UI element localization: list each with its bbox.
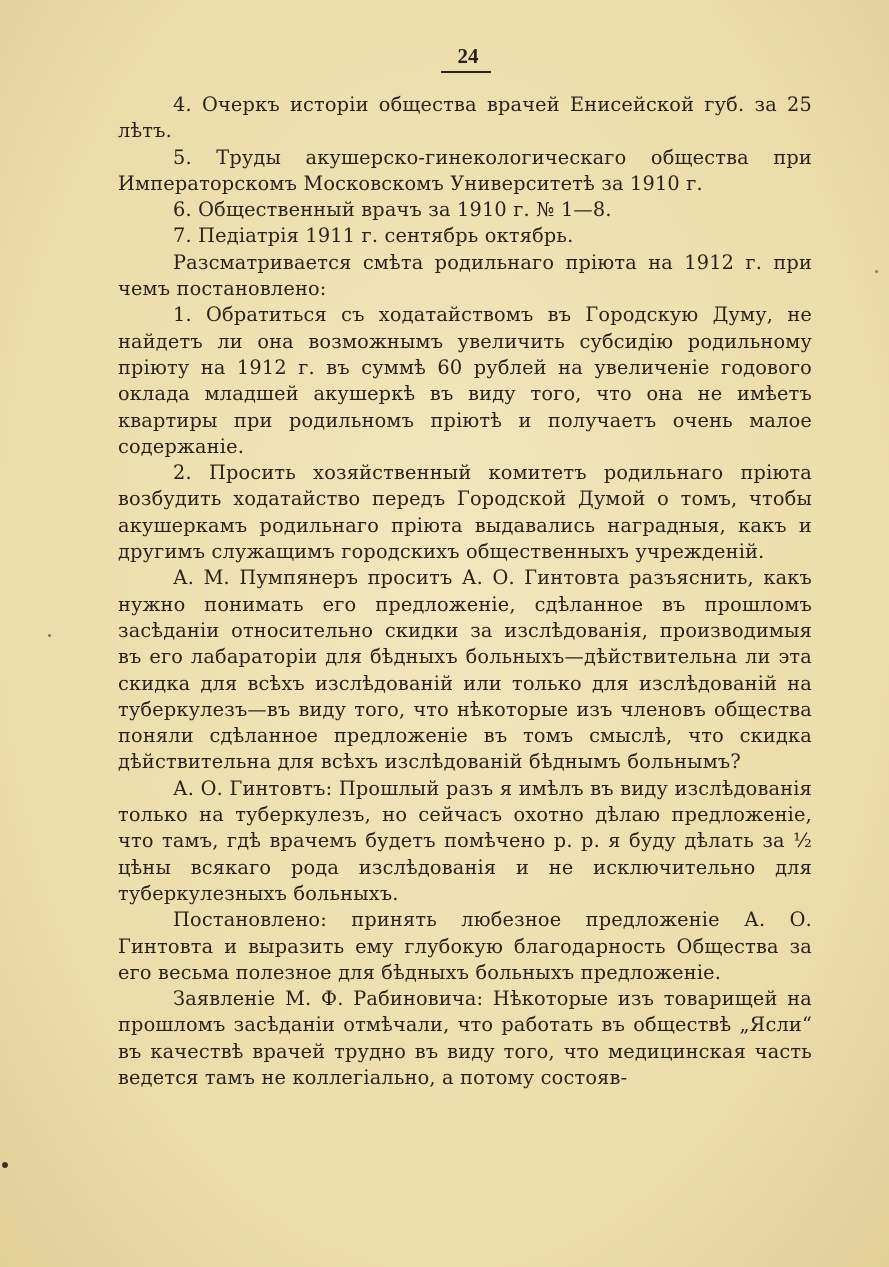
paragraph-item-7: 7. Педіатрія 1911 г. сентябрь октябрь.: [173, 224, 574, 248]
paragraph-pumpyaner: А. М. Пумпянеръ проситъ А. О. Гинтовта разъяснить, какъ нужно понимать его предложеніе, сдѣланное въ прошломъ засѣданіи относительно скидки за изслѣдованія, производимыя въ его лабараторіи для бѣдныхъ больныхъ—дѣйствительна ли эта скидка для всѣхъ изслѣдованій или только для изслѣдованій на туберкулезъ—въ виду того, что нѣкоторые изъ членовъ общества поняли сдѣланное предложеніе въ томъ смыслѣ, что скидка дѣйствительна для всѣхъ изслѣдованій бѣднымъ больнымъ?: [118, 566, 812, 774]
ink-spot: [2, 1162, 8, 1168]
paragraph-resolution-2: 2. Просить хозяйственный комитетъ родильнаго пріюта возбудить ходатайство передъ Городской Думой о томъ, чтобы акушеркамъ родильнаго пріюта выдавались наградныя, какъ и другимъ служащимъ городскихъ общественныхъ учрежденій.: [118, 461, 812, 564]
paragraph-estimate: Разсматривается смѣта родильнаго пріюта на 1912 г. при чемъ постановлено:: [118, 250, 812, 301]
paragraph-item-6: 6. Общественный врачъ за 1910 г. № 1—8.: [173, 198, 612, 222]
paragraph-item-5: 5. Труды акушерско-гинекологическаго общества при Императорскомъ Московскомъ Университетѣ за 1910 г.: [118, 145, 812, 195]
paragraph-rabinovich: Заявленіе М. Ф. Рабиновича: Нѣкоторые изъ товарищей на прошломъ засѣданіи отмѣчали, что работать въ обществѣ „Ясли“ въ качествѣ врачей трудно въ виду того, что медицинская часть ведется тамъ не коллегіально, а потому состояв-: [118, 987, 812, 1089]
page-number-rule: [441, 71, 491, 73]
paragraph-decided: Постановлено: принять любезное предложеніе А. О. Гинтовта и выразить ему глубокую благодарность Общества за его весьма полезное для бѣдныхъ больныхъ предложеніе.: [118, 908, 812, 984]
body-text: [118, 92, 812, 1091]
ink-spot: [875, 270, 878, 273]
page-number: 24: [457, 44, 479, 68]
paragraph-resolution-1: 1. Обратиться съ ходатайствомъ въ Городскую Думу, не найдетъ ли она возможнымъ увеличить субсидію родильному пріюту на 1912 г. въ суммѣ 60 рублей на увеличеніе годового оклада младшей акушеркѣ въ виду того, что она не имѣетъ квартиры при родильномъ пріютѣ и получаетъ очень малое содержаніе.: [118, 303, 812, 458]
paragraph-item-4: 4. Очеркъ исторіи общества врачей Енисейской губ. за 25 лѣтъ.: [118, 93, 812, 143]
paragraph-gintovt: А. О. Гинтовтъ: Прошлый разъ я имѣлъ въ виду изслѣдованія только на туберкулезъ, но сейчасъ охотно дѣлаю предложеніе, что тамъ, гдѣ врачемъ будетъ помѣчено р. р. я буду дѣлать за ½ цѣны всякаго рода изслѣдованія и не исключительно для туберкулезныхъ больныхъ.: [118, 776, 812, 905]
ink-spot: [48, 634, 51, 637]
